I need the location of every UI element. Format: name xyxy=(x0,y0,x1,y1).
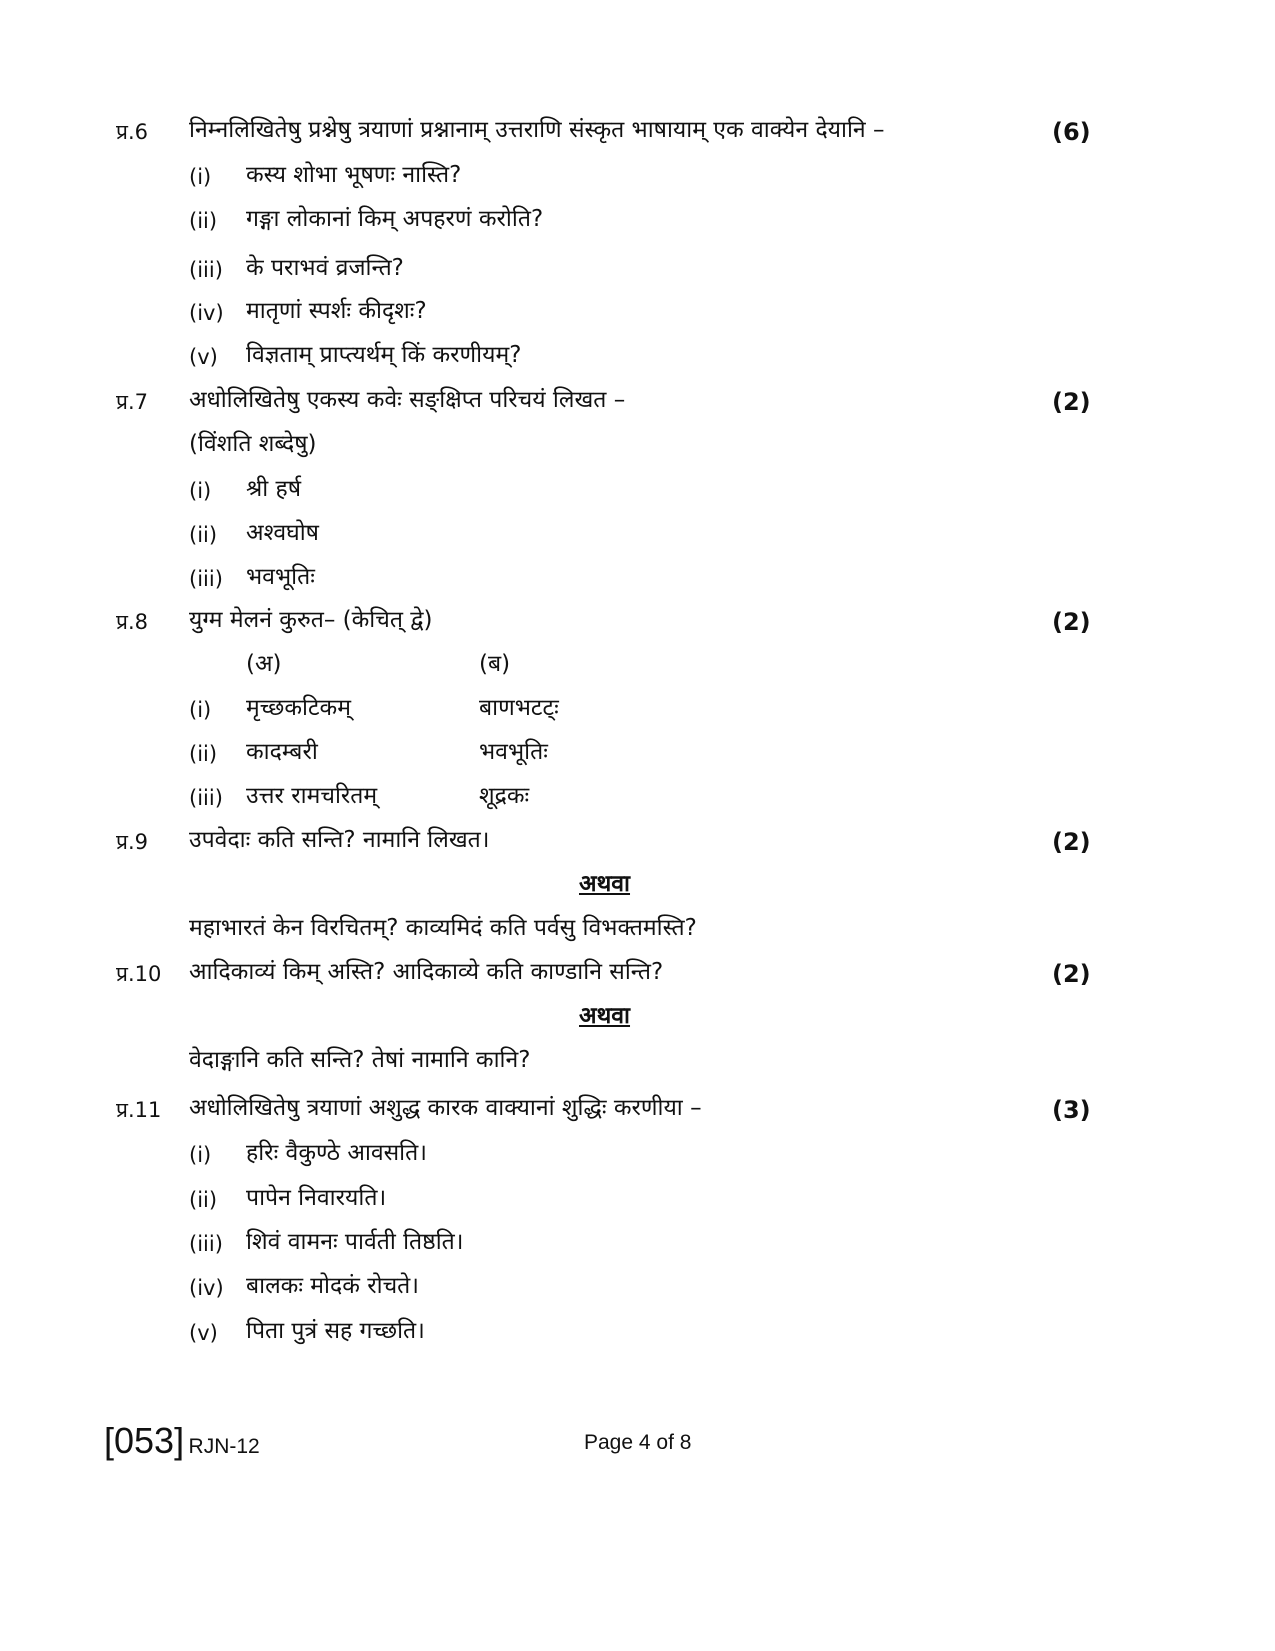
q6-item-roman: (ii) xyxy=(189,209,218,233)
q10-number: प्र.10 xyxy=(116,962,162,986)
q9-text: उपवेदाः कति सन्ति? नामानि लिखत। xyxy=(189,827,490,853)
q9-or-divider: अथवा xyxy=(579,871,631,897)
q6-item-roman: (i) xyxy=(189,165,212,189)
q6-marks: (6) xyxy=(1052,118,1091,146)
q11-item-text: पापेन निवारयति। xyxy=(246,1185,387,1211)
q7-item-text: भवभूतिः xyxy=(246,564,315,590)
q8-row-b: शूद्रकः xyxy=(479,783,530,809)
q10-alternative-text: वेदाङ्गानि कति सन्ति? तेषां नामानि कानि? xyxy=(189,1047,531,1073)
q8-column-a-header: (अ) xyxy=(246,651,282,677)
q8-row-roman: (i) xyxy=(189,698,212,722)
q11-item-text: बालकः मोदकं रोचते। xyxy=(246,1273,420,1299)
q10-text: आदिकाव्यं किम् अस्ति? आदिकाव्ये कति काण्डानि सन्ति? xyxy=(189,959,664,985)
q7-item-roman: (iii) xyxy=(189,567,223,591)
q6-item-text: मातृणां स्पर्शः कीदृशः? xyxy=(246,298,427,324)
q7-item-roman: (ii) xyxy=(189,523,218,547)
q7-marks: (2) xyxy=(1052,388,1091,416)
q6-item-text: के पराभवं व्रजन्ति? xyxy=(246,255,404,281)
q11-text: अधोलिखितेषु त्रयाणां अशुद्ध कारक वाक्यानां शुद्धिः करणीया – xyxy=(189,1095,702,1121)
footer-paper-id: RJN-12 xyxy=(188,1435,260,1458)
q8-text: युग्म मेलनं कुरुत– (केचित् द्वे) xyxy=(189,607,433,633)
q6-item-text: विज्ञताम् प्राप्त्यर्थम् किं करणीयम्? xyxy=(246,342,522,368)
q8-row-a: कादम्बरी xyxy=(246,739,318,765)
q7-subtext: (विंशति शब्देषु) xyxy=(189,431,317,457)
footer-paper-code xyxy=(104,1420,260,1462)
q11-number: प्र.11 xyxy=(116,1098,162,1122)
q7-item-text: श्री हर्ष xyxy=(246,476,302,502)
footer-code: [053] xyxy=(104,1420,185,1461)
q8-row-a: मृच्छकटिकम् xyxy=(246,695,351,721)
q6-item-roman: (iv) xyxy=(189,301,224,325)
q11-item-roman: (i) xyxy=(189,1143,212,1167)
q9-alternative-text: महाभारतं केन विरचितम्? काव्यमिदं कति पर्वसु विभक्तमस्ति? xyxy=(189,915,697,941)
q7-text: अधोलिखितेषु एकस्य कवेः सङ्क्षिप्त परिचयं लिखत – xyxy=(189,387,626,413)
q11-item-roman: (iii) xyxy=(189,1232,223,1256)
q11-marks: (3) xyxy=(1052,1096,1091,1124)
q7-item-text: अश्वघोष xyxy=(246,520,319,546)
q9-marks: (2) xyxy=(1052,828,1091,856)
q9-number: प्र.9 xyxy=(116,830,148,854)
q8-column-b-header: (ब) xyxy=(479,651,511,677)
q10-marks: (2) xyxy=(1052,960,1091,988)
q8-row-a: उत्तर रामचरितम् xyxy=(246,783,378,809)
q7-item-roman: (i) xyxy=(189,479,212,503)
q8-row-roman: (ii) xyxy=(189,742,218,766)
q6-item-text: गङ्गा लोकानां किम् अपहरणं करोति? xyxy=(246,206,544,232)
page-number: Page 4 of 8 xyxy=(584,1431,692,1454)
q6-number: प्र.6 xyxy=(116,120,148,144)
q7-number: प्र.7 xyxy=(116,390,148,414)
q8-row-b: बाणभटट्ः xyxy=(479,695,559,721)
q8-number: प्र.8 xyxy=(116,610,148,634)
q11-item-roman: (iv) xyxy=(189,1276,224,1300)
q6-item-roman: (iii) xyxy=(189,258,223,282)
q11-item-roman: (ii) xyxy=(189,1188,218,1212)
q8-marks: (2) xyxy=(1052,608,1091,636)
q11-item-text: हरिः वैकुण्ठे आवसति। xyxy=(246,1140,427,1166)
q6-item-text: कस्य शोभा भूषणः नास्ति? xyxy=(246,162,462,188)
q10-or-divider: अथवा xyxy=(579,1003,631,1029)
q6-text: निम्नलिखितेषु प्रश्नेषु त्रयाणां प्रश्नानाम् उत्तराणि संस्कृत भाषायाम् एक वाक्येन देयानि – xyxy=(189,117,885,143)
q8-row-roman: (iii) xyxy=(189,786,223,810)
q11-item-roman: (v) xyxy=(189,1321,218,1345)
q11-item-text: पिता पुत्रं सह गच्छति। xyxy=(246,1318,425,1344)
q8-row-b: भवभूतिः xyxy=(479,739,548,765)
q11-item-text: शिवं वामनः पार्वती तिष्ठति। xyxy=(246,1229,464,1255)
q6-item-roman: (v) xyxy=(189,345,218,369)
